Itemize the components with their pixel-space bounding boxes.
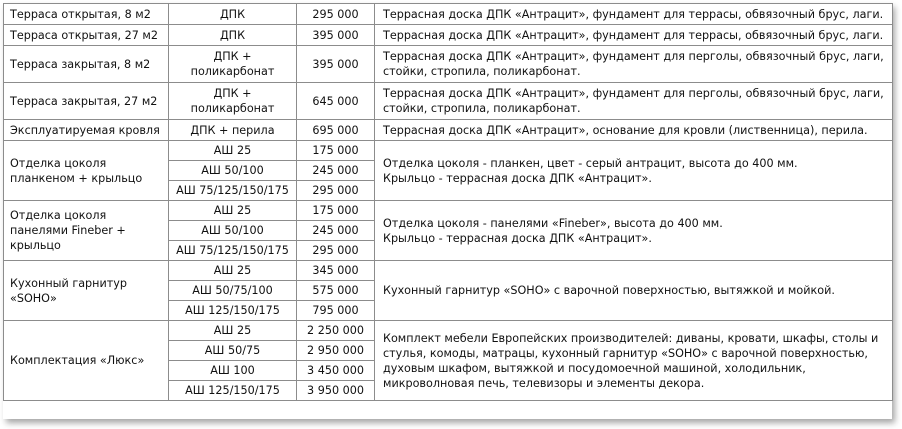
description-line: Крыльцо - террасная доска ДПК «Антрацит». [383,231,652,245]
item-price: 395 000 [297,25,375,46]
price-table-frame [3,3,892,419]
item-price: 645 000 [297,83,375,120]
description-line: Крыльцо - террасная доска ДПК «Антрацит». [383,171,652,185]
item-description: Террасная доска ДПК «Антрацит», основание для кровли (лиственница), перила. [375,120,893,141]
group-name [4,261,169,321]
item-material: ДПК [169,25,297,46]
table-row [4,120,893,141]
option-price: 2 950 000 [297,341,375,361]
group-name-line: крыльцо [10,239,61,252]
option-price: 175 000 [297,141,375,161]
description-line: стойки, стропила, поликарбонат. [383,65,581,78]
option-label: АШ 100 [169,361,297,381]
table-row [4,4,893,25]
option-label: АШ 50/75/100 [169,281,297,301]
group-description [375,321,893,401]
group-name-line: Кухонный гарнитур [10,276,127,290]
option-price: 295 000 [297,181,375,201]
option-label: АШ 50/100 [169,221,297,241]
price-table [3,3,893,401]
item-name: Терраса закрытая, 8 м2 [4,46,169,83]
table-row [4,83,893,120]
item-name: Терраса открытая, 8 м2 [4,4,169,25]
group-name [4,201,169,261]
table-row [4,321,893,341]
material-line: ДПК + [213,50,252,63]
group-name [4,141,169,201]
description-line: Террасная доска ДПК «Антрацит», фундамент для перголы, обвязочный брус, лаги, [383,87,884,100]
table-row [4,141,893,161]
description-line: Кухонный гарнитур «SOHO» с варочной поверхностью, вытяжкой и мойкой. [383,284,835,297]
option-price: 245 000 [297,221,375,241]
option-price: 245 000 [297,161,375,181]
item-description: Террасная доска ДПК «Антрацит», фундамент для террасы, обвязочный брус, лаги. [375,4,893,25]
option-price: 575 000 [297,281,375,301]
option-price: 295 000 [297,241,375,261]
table-row [4,46,893,83]
group-name-line: «SOHO» [10,291,57,305]
item-price: 295 000 [297,4,375,25]
description-line: стойки, стропила, поликарбонат. [383,102,581,115]
option-label: АШ 50/100 [169,161,297,181]
option-label: АШ 25 [169,141,297,161]
description-line: стулья, комоды, матрацы, кухонный гарнитур «SOHO» с варочной поверхностью, [383,346,868,360]
item-price: 695 000 [297,120,375,141]
group-name-line: Комплектация «Люкс» [10,354,145,367]
option-label: АШ 50/75 [169,341,297,361]
item-name: Терраса открытая, 27 м2 [4,25,169,46]
material-line: поликарбонат [190,102,275,115]
description-line: Отделка цоколя - панелями «Fineber», высота до 400 мм. [383,216,723,230]
option-label: АШ 25 [169,201,297,221]
item-description [375,83,893,120]
item-description: Террасная доска ДПК «Антрацит», фундамент для террасы, обвязочный брус, лаги. [375,25,893,46]
table-row [4,261,893,281]
option-label: АШ 25 [169,261,297,281]
description-line: Комплект мебели Европейских производителей: диваны, кровати, шкафы, столы и [383,331,879,345]
material-line: ДПК + [213,87,252,100]
description-line: Террасная доска ДПК «Антрацит», фундамент для перголы, обвязочный брус, лаги, [383,50,884,63]
table-row [4,201,893,221]
option-label: АШ 125/150/175 [169,301,297,321]
option-price: 3 450 000 [297,361,375,381]
option-label: АШ 75/125/150/175 [169,181,297,201]
item-material: ДПК [169,4,297,25]
group-description [375,261,893,321]
item-name: Эксплуатируемая кровля [4,120,169,141]
group-name-line: планкеном + крыльцо [10,171,143,185]
item-price: 395 000 [297,46,375,83]
option-price: 2 250 000 [297,321,375,341]
item-name: Терраса закрытая, 27 м2 [4,83,169,120]
option-price: 795 000 [297,301,375,321]
item-material [169,83,297,120]
option-price: 345 000 [297,261,375,281]
description-line: духовым шкафом, вытяжкой и посудомоечной машиной, холодильник, [383,361,806,375]
option-label: АШ 75/125/150/175 [169,241,297,261]
group-name-line: Отделка цоколя [10,156,107,170]
table-row [4,25,893,46]
description-line: микроволновая печь, телевизоры и элементы декора. [383,376,705,390]
item-description [375,46,893,83]
description-line: Отделка цоколя - планкен, цвет - серый антрацит, высота до 400 мм. [383,156,798,170]
group-name [4,321,169,401]
group-name-line: панелями Fineber + [10,224,126,237]
option-price: 175 000 [297,201,375,221]
item-material [169,46,297,83]
item-material: ДПК + перила [169,120,297,141]
option-label: АШ 25 [169,321,297,341]
group-description [375,201,893,261]
material-line: поликарбонат [190,65,275,78]
group-name-line: Отделка цоколя [10,209,107,222]
option-price: 3 950 000 [297,381,375,401]
option-label: АШ 125/150/175 [169,381,297,401]
group-description [375,141,893,201]
